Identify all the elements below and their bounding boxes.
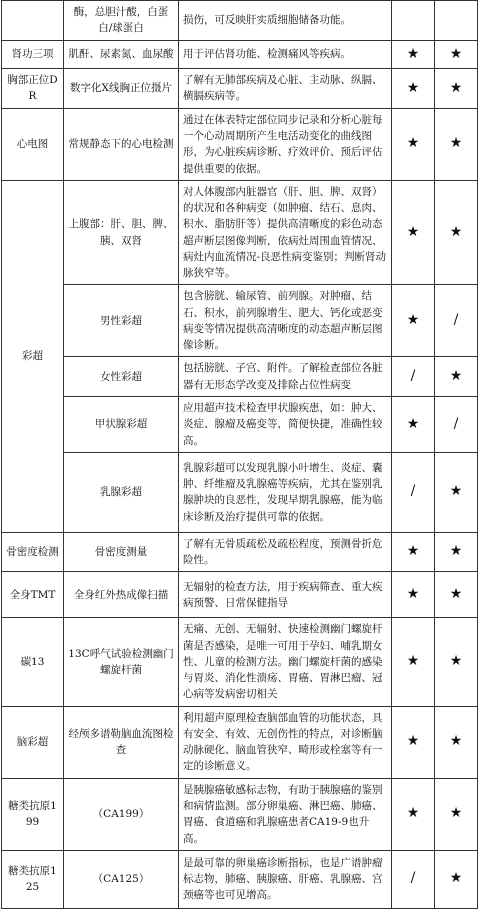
table-row: [2, 108, 478, 180]
female-mark-cell: ★: [435, 452, 478, 532]
description-cell: 包含膀胱、输尿管、前列腺。对肿瘤、结石、积水，前列腺增生、肥大、钙化或恶变病变等情况提供高清晰度的动态超声断层图像诊断。: [179, 285, 392, 357]
table-row: [2, 180, 478, 285]
male-mark-cell: /: [392, 850, 435, 908]
item-cell: 女性彩超: [64, 357, 179, 397]
item-cell: 乳腺彩超: [64, 452, 179, 532]
table-row: [2, 357, 478, 397]
table-row: [2, 706, 478, 778]
table-row: [2, 69, 478, 109]
description-cell: 无痛、无创、无辐射、快速检测幽门螺旋杆菌是否感染，是唯一可用于孕妇、哺乳期女性、儿童的检测方法。幽门螺旋杆菌的感染与胃炎、消化性溃疡、胃癌、胃淋巴瘤、冠心病等发病密切相关: [179, 618, 392, 706]
item-cell: 男性彩超: [64, 285, 179, 357]
description-cell: 了解有无骨质疏松及疏松程度，预测骨折危险性。: [179, 532, 392, 572]
female-mark-cell: ★: [435, 108, 478, 180]
item-cell: 常规静态下的心电检测: [64, 108, 179, 180]
female-mark-cell: ★: [435, 357, 478, 397]
description-cell: 利用超声原理检查脑部血管的功能状态，具有安全、有效、无创伤性的特点，对诊断脑动脉硬化、脑血管狭窄、畸形或栓塞等有一定的诊断意义。: [179, 706, 392, 778]
male-mark-cell: [392, 1, 435, 41]
male-mark-cell: ★: [392, 572, 435, 618]
female-mark-cell: ★: [435, 706, 478, 778]
female-mark-cell: /: [435, 397, 478, 453]
female-mark-cell: [435, 1, 478, 41]
male-mark-cell: ★: [392, 40, 435, 69]
male-mark-cell: ★: [392, 285, 435, 357]
description-cell: 包括膀胱、子宫、附件。了解检查部位各脏器有无形态学改变及排除占位性病变: [179, 357, 392, 397]
female-mark-cell: ★: [435, 40, 478, 69]
male-mark-cell: ★: [392, 618, 435, 706]
item-cell: 酶，总胆汁酸，白蛋白/球蛋白: [64, 1, 179, 41]
description-cell: 无辐射的检查方法，用于疾病筛查、重大疾病预警、日常保健指导: [179, 572, 392, 618]
item-cell: 经颅多谱勒脑血流图检查: [64, 706, 179, 778]
female-mark-cell: /: [435, 285, 478, 357]
male-mark-cell: ★: [392, 108, 435, 180]
item-cell: 数字化X线胸正位摄片: [64, 69, 179, 109]
item-cell: （CA125）: [64, 850, 179, 908]
table-row: [2, 397, 478, 453]
male-mark-cell: ★: [392, 397, 435, 453]
table-row: [2, 532, 478, 572]
table-row: [2, 778, 478, 850]
category-cell: 心电图: [2, 108, 64, 180]
table-row: [2, 452, 478, 532]
item-cell: 肌酐、尿素氮、血尿酸: [64, 40, 179, 69]
female-mark-cell: ★: [435, 618, 478, 706]
item-cell: 上腹部：肝、胆、脾、胰、双肾: [64, 180, 179, 285]
category-cell: 碳13: [2, 618, 64, 706]
description-cell: 了解有无肺部疾病及心脏、主动脉、纵膈、横膈疾病等。: [179, 69, 392, 109]
male-mark-cell: ★: [392, 69, 435, 109]
table-row: [2, 618, 478, 706]
item-cell: 13C呼气试验检测幽门螺旋杆菌: [64, 618, 179, 706]
category-cell-ultrasound: 彩超: [2, 180, 64, 532]
female-mark-cell: ★: [435, 850, 478, 908]
item-cell: （CA199）: [64, 778, 179, 850]
category-cell: 糖类抗原199: [2, 778, 64, 850]
table-row: [2, 40, 478, 69]
category-cell: 胸部正位DR: [2, 69, 64, 109]
description-cell: 应用超声技术检查甲状腺疾患，如：肿大、炎症、腺瘤及癌变等，简便快捷，准确性较高。: [179, 397, 392, 453]
female-mark-cell: ★: [435, 572, 478, 618]
item-cell: 甲状腺彩超: [64, 397, 179, 453]
table-row: [2, 1, 478, 41]
male-mark-cell: ★: [392, 180, 435, 285]
item-cell: 骨密度测量: [64, 532, 179, 572]
female-mark-cell: ★: [435, 778, 478, 850]
description-cell: 乳腺彩超可以发现乳腺小叶增生、炎症、囊肿、纤维瘤及乳腺癌等疾病，尤其在鉴别乳腺肿块的良恶性，发现早期乳腺癌，能为临床诊断及治疗提供可靠的依据。: [179, 452, 392, 532]
description-cell: 是最可靠的卵巢癌诊断指标，也是广谱肿瘤标志物，肺癌、胰腺癌、肝癌、乳腺癌、宫颈癌等也可见增高。: [179, 850, 392, 908]
female-mark-cell: ★: [435, 69, 478, 109]
female-mark-cell: ★: [435, 180, 478, 285]
male-mark-cell: /: [392, 452, 435, 532]
male-mark-cell: ★: [392, 706, 435, 778]
category-cell: 肾功三项: [2, 40, 64, 69]
category-cell: 全身TMT: [2, 572, 64, 618]
description-cell: 通过在体表特定部位同步记录和分析心脏每一个心动周期所产生电活动变化的曲线图形，为心脏疾病诊断、疗效评价、预后评估提供重要的依据。: [179, 108, 392, 180]
male-mark-cell: ★: [392, 778, 435, 850]
description-cell: 是胰腺癌敏感标志物，有助于胰腺癌的鉴别和病情监测。部分卵巢癌、淋巴癌、肺癌、胃癌、食道癌和乳腺癌患者CA19-9也升高。: [179, 778, 392, 850]
table-row: [2, 285, 478, 357]
category-cell: 脑彩超: [2, 706, 64, 778]
category-cell: 糖类抗原125: [2, 850, 64, 908]
table-row: [2, 572, 478, 618]
item-cell: 全身红外热成像扫描: [64, 572, 179, 618]
male-mark-cell: ★: [392, 532, 435, 572]
description-cell: 对人体腹部内脏器官（肝、胆、脾、双肾）的状况和各种病变（如肿瘤、结石、息肉、积水、脂肪肝等）提供高清晰度的彩色动态超声断层图像判断，依病灶周围血管情况、病灶内血流情况-良恶性病变鉴别；判断肾动脉狭窄等。: [179, 180, 392, 285]
description-cell: 用于评估肾功能、检测痛风等疾病。: [179, 40, 392, 69]
category-cell: 骨密度检测: [2, 532, 64, 572]
checkup-table: [1, 0, 478, 909]
category-cell: [2, 1, 64, 41]
male-mark-cell: /: [392, 357, 435, 397]
female-mark-cell: ★: [435, 532, 478, 572]
description-cell: 损伤，可反映肝实质细胞储备功能。: [179, 1, 392, 41]
table-row: [2, 850, 478, 908]
